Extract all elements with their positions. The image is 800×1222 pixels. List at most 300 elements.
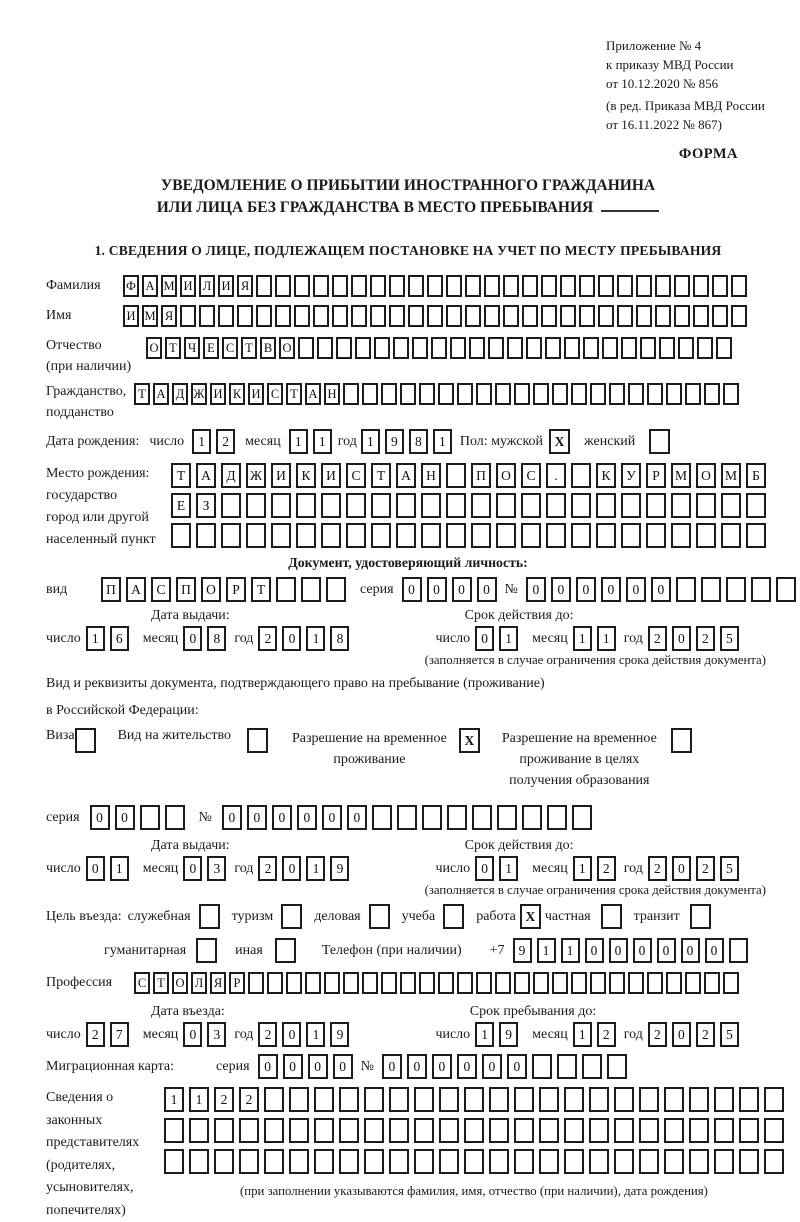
form-cell[interactable] [497, 805, 517, 830]
form-cell[interactable] [557, 1054, 577, 1079]
form-cell[interactable] [704, 972, 720, 994]
form-cell[interactable] [336, 337, 352, 359]
form-cell[interactable]: М [721, 463, 741, 488]
form-cell[interactable] [281, 904, 302, 929]
form-cell[interactable]: 2 [86, 1022, 105, 1047]
citizenship-input[interactable] [134, 383, 739, 405]
stay-issue-month[interactable] [183, 856, 226, 881]
form-cell[interactable] [646, 523, 666, 548]
form-cell[interactable] [646, 493, 666, 518]
form-cell[interactable] [464, 1087, 484, 1112]
form-cell[interactable] [541, 275, 557, 297]
form-cell[interactable] [721, 493, 741, 518]
form-cell[interactable] [617, 275, 633, 297]
form-cell[interactable]: 0 [705, 938, 724, 963]
form-cell[interactable]: 0 [551, 577, 571, 602]
form-cell[interactable]: 0 [115, 805, 135, 830]
form-cell[interactable]: 0 [626, 577, 646, 602]
transit-checkbox[interactable] [690, 904, 711, 929]
form-cell[interactable]: 0 [333, 1054, 353, 1079]
form-cell[interactable] [370, 275, 386, 297]
stay-valid-day[interactable] [475, 856, 518, 881]
form-cell[interactable]: 0 [507, 1054, 527, 1079]
form-cell[interactable]: П [101, 577, 121, 602]
form-cell[interactable]: 0 [427, 577, 447, 602]
form-cell[interactable]: С [267, 383, 283, 405]
form-cell[interactable] [676, 577, 696, 602]
form-cell[interactable] [564, 337, 580, 359]
form-cell[interactable]: 5 [720, 1022, 739, 1047]
form-cell[interactable]: Т [134, 383, 150, 405]
form-cell[interactable] [726, 577, 746, 602]
form-cell[interactable] [571, 383, 587, 405]
form-cell[interactable]: К [296, 463, 316, 488]
form-cell[interactable] [246, 493, 266, 518]
form-cell[interactable] [446, 463, 466, 488]
form-cell[interactable]: Р [229, 972, 245, 994]
form-cell[interactable] [256, 275, 272, 297]
form-cell[interactable]: Н [421, 463, 441, 488]
name-input[interactable] [123, 305, 747, 327]
form-cell[interactable]: 2 [214, 1087, 234, 1112]
form-cell[interactable] [539, 1149, 559, 1174]
form-cell[interactable]: 1 [313, 429, 332, 454]
form-cell[interactable] [314, 1149, 334, 1174]
migration-number-input[interactable] [382, 1054, 627, 1079]
form-cell[interactable] [264, 1149, 284, 1174]
form-cell[interactable] [546, 493, 566, 518]
form-cell[interactable]: Я [210, 972, 226, 994]
form-cell[interactable] [671, 493, 691, 518]
doc-issue-year[interactable] [258, 626, 349, 651]
form-cell[interactable] [421, 523, 441, 548]
birth-place-line3[interactable] [171, 523, 766, 548]
form-cell[interactable] [731, 305, 747, 327]
form-cell[interactable]: X [549, 429, 570, 454]
form-cell[interactable] [439, 1149, 459, 1174]
form-cell[interactable] [180, 305, 196, 327]
form-cell[interactable] [419, 383, 435, 405]
entry-day[interactable] [86, 1022, 129, 1047]
form-cell[interactable] [438, 972, 454, 994]
form-cell[interactable] [389, 275, 405, 297]
form-cell[interactable]: П [176, 577, 196, 602]
form-cell[interactable]: 1 [289, 429, 308, 454]
form-cell[interactable] [614, 1149, 634, 1174]
form-cell[interactable]: 0 [609, 938, 628, 963]
form-cell[interactable]: 2 [216, 429, 235, 454]
form-cell[interactable]: 2 [696, 626, 715, 651]
form-cell[interactable]: 0 [297, 805, 317, 830]
form-cell[interactable] [408, 275, 424, 297]
form-cell[interactable]: И [218, 275, 234, 297]
form-cell[interactable] [214, 1149, 234, 1174]
form-cell[interactable] [275, 305, 291, 327]
form-cell[interactable] [636, 275, 652, 297]
form-cell[interactable] [628, 972, 644, 994]
form-cell[interactable] [371, 493, 391, 518]
form-cell[interactable]: М [142, 305, 158, 327]
form-cell[interactable] [370, 305, 386, 327]
stay-doc-number-input[interactable] [222, 805, 592, 830]
form-cell[interactable] [649, 429, 670, 454]
form-cell[interactable] [671, 523, 691, 548]
form-cell[interactable] [400, 383, 416, 405]
form-cell[interactable] [450, 337, 466, 359]
form-cell[interactable]: О [496, 463, 516, 488]
form-cell[interactable] [171, 523, 191, 548]
form-cell[interactable] [690, 904, 711, 929]
form-cell[interactable] [685, 383, 701, 405]
form-cell[interactable] [324, 972, 340, 994]
patronymic-input[interactable] [146, 337, 732, 359]
form-cell[interactable] [196, 938, 217, 963]
form-cell[interactable] [214, 1118, 234, 1143]
form-cell[interactable] [389, 1087, 409, 1112]
form-cell[interactable] [397, 805, 417, 830]
form-cell[interactable] [639, 1087, 659, 1112]
form-cell[interactable] [364, 1087, 384, 1112]
form-cell[interactable]: С [521, 463, 541, 488]
humanitarian-checkbox[interactable] [196, 938, 217, 963]
form-cell[interactable] [739, 1087, 759, 1112]
rvp-edu-checkbox[interactable] [671, 728, 692, 753]
form-cell[interactable] [381, 972, 397, 994]
form-cell[interactable] [221, 493, 241, 518]
form-cell[interactable] [696, 523, 716, 548]
form-cell[interactable]: 0 [475, 856, 494, 881]
form-cell[interactable] [659, 337, 675, 359]
form-cell[interactable] [164, 1149, 184, 1174]
form-cell[interactable]: 0 [681, 938, 700, 963]
form-cell[interactable] [589, 1149, 609, 1174]
form-cell[interactable] [199, 904, 220, 929]
birth-place-line2[interactable] [171, 493, 766, 518]
form-cell[interactable] [522, 805, 542, 830]
form-cell[interactable]: Т [371, 463, 391, 488]
form-cell[interactable]: 0 [86, 856, 105, 881]
form-cell[interactable] [664, 1087, 684, 1112]
form-cell[interactable]: 1 [110, 856, 129, 881]
form-cell[interactable]: 1 [306, 626, 325, 651]
form-cell[interactable] [714, 1087, 734, 1112]
form-cell[interactable] [712, 275, 728, 297]
form-cell[interactable] [264, 1087, 284, 1112]
form-cell[interactable]: 1 [192, 429, 211, 454]
form-cell[interactable] [239, 1149, 259, 1174]
form-cell[interactable] [264, 1118, 284, 1143]
phone-input[interactable] [513, 938, 748, 963]
form-cell[interactable] [514, 1149, 534, 1174]
form-cell[interactable]: 0 [432, 1054, 452, 1079]
form-cell[interactable] [313, 275, 329, 297]
form-cell[interactable]: 9 [385, 429, 404, 454]
tourism-checkbox[interactable] [281, 904, 302, 929]
form-cell[interactable] [374, 337, 390, 359]
form-cell[interactable]: 1 [433, 429, 452, 454]
form-cell[interactable] [685, 972, 701, 994]
doc-issue-day[interactable] [86, 626, 129, 651]
form-cell[interactable] [465, 305, 481, 327]
form-cell[interactable] [422, 805, 442, 830]
form-cell[interactable] [289, 1118, 309, 1143]
form-cell[interactable]: 6 [110, 626, 129, 651]
form-cell[interactable] [289, 1087, 309, 1112]
form-cell[interactable] [583, 337, 599, 359]
form-cell[interactable] [471, 493, 491, 518]
form-cell[interactable]: 0 [407, 1054, 427, 1079]
form-cell[interactable]: 0 [382, 1054, 402, 1079]
form-cell[interactable] [522, 275, 538, 297]
form-cell[interactable]: О [696, 463, 716, 488]
form-cell[interactable] [590, 972, 606, 994]
form-cell[interactable]: 0 [222, 805, 242, 830]
study-checkbox[interactable] [443, 904, 464, 929]
form-cell[interactable]: Я [237, 275, 253, 297]
form-cell[interactable] [776, 577, 796, 602]
form-cell[interactable] [446, 305, 462, 327]
form-cell[interactable] [589, 1118, 609, 1143]
form-cell[interactable] [464, 1118, 484, 1143]
form-cell[interactable] [636, 305, 652, 327]
form-cell[interactable] [674, 275, 690, 297]
form-cell[interactable] [671, 728, 692, 753]
form-cell[interactable]: П [471, 463, 491, 488]
doc-kind-input[interactable] [101, 577, 346, 602]
form-cell[interactable]: А [142, 275, 158, 297]
form-cell[interactable] [408, 305, 424, 327]
form-cell[interactable] [723, 383, 739, 405]
form-cell[interactable] [339, 1118, 359, 1143]
form-cell[interactable] [714, 1149, 734, 1174]
form-cell[interactable]: Ж [246, 463, 266, 488]
form-cell[interactable]: 0 [477, 577, 497, 602]
form-cell[interactable] [75, 728, 96, 753]
form-cell[interactable] [414, 1087, 434, 1112]
form-cell[interactable]: И [180, 275, 196, 297]
form-cell[interactable] [539, 1087, 559, 1112]
form-cell[interactable]: 2 [258, 856, 277, 881]
doc-issue-month[interactable] [183, 626, 226, 651]
birth-year-input[interactable] [361, 429, 452, 454]
form-cell[interactable]: Ч [184, 337, 200, 359]
stay-valid-month[interactable] [573, 856, 616, 881]
form-cell[interactable] [514, 1087, 534, 1112]
form-cell[interactable] [199, 305, 215, 327]
form-cell[interactable]: 3 [207, 856, 226, 881]
form-cell[interactable] [541, 305, 557, 327]
form-cell[interactable] [355, 337, 371, 359]
form-cell[interactable] [275, 275, 291, 297]
form-cell[interactable]: 0 [651, 577, 671, 602]
form-cell[interactable] [332, 305, 348, 327]
form-cell[interactable]: Т [251, 577, 271, 602]
form-cell[interactable]: Е [203, 337, 219, 359]
form-cell[interactable] [640, 337, 656, 359]
form-cell[interactable]: О [146, 337, 162, 359]
form-cell[interactable] [746, 523, 766, 548]
form-cell[interactable]: А [126, 577, 146, 602]
form-cell[interactable] [751, 577, 771, 602]
form-cell[interactable]: 1 [189, 1087, 209, 1112]
entry-year[interactable] [258, 1022, 349, 1047]
form-cell[interactable]: Р [226, 577, 246, 602]
form-cell[interactable] [628, 383, 644, 405]
form-cell[interactable] [427, 275, 443, 297]
form-cell[interactable] [427, 305, 443, 327]
form-cell[interactable] [314, 1087, 334, 1112]
form-cell[interactable] [639, 1118, 659, 1143]
form-cell[interactable]: 0 [272, 805, 292, 830]
form-cell[interactable] [317, 337, 333, 359]
form-cell[interactable] [609, 972, 625, 994]
form-cell[interactable]: 8 [330, 626, 349, 651]
form-cell[interactable]: С [222, 337, 238, 359]
form-cell[interactable] [446, 275, 462, 297]
form-cell[interactable] [571, 493, 591, 518]
form-cell[interactable] [639, 1149, 659, 1174]
form-cell[interactable] [522, 305, 538, 327]
form-cell[interactable] [598, 305, 614, 327]
form-cell[interactable]: 0 [282, 1022, 301, 1047]
form-cell[interactable]: 1 [597, 626, 616, 651]
form-cell[interactable]: Я [161, 305, 177, 327]
form-cell[interactable]: 1 [164, 1087, 184, 1112]
form-cell[interactable] [598, 275, 614, 297]
form-cell[interactable] [693, 275, 709, 297]
form-cell[interactable] [489, 1087, 509, 1112]
form-cell[interactable] [572, 805, 592, 830]
form-cell[interactable]: 1 [561, 938, 580, 963]
form-cell[interactable] [590, 383, 606, 405]
form-cell[interactable] [286, 972, 302, 994]
form-cell[interactable]: 0 [633, 938, 652, 963]
form-cell[interactable]: Д [172, 383, 188, 405]
form-cell[interactable]: 2 [648, 626, 667, 651]
form-cell[interactable]: 1 [499, 626, 518, 651]
form-cell[interactable]: 2 [648, 856, 667, 881]
form-cell[interactable] [447, 805, 467, 830]
form-cell[interactable] [526, 337, 542, 359]
form-cell[interactable]: Р [646, 463, 666, 488]
form-cell[interactable] [489, 1118, 509, 1143]
form-cell[interactable] [389, 1149, 409, 1174]
form-cell[interactable] [326, 577, 346, 602]
form-cell[interactable]: 2 [597, 1022, 616, 1047]
form-cell[interactable] [621, 337, 637, 359]
stay-month[interactable] [573, 1022, 616, 1047]
form-cell[interactable] [496, 493, 516, 518]
stay-doc-series-input[interactable] [90, 805, 185, 830]
sex-male-checkbox[interactable] [549, 429, 570, 454]
doc-number-input[interactable] [526, 577, 796, 602]
profession-input[interactable] [134, 972, 739, 994]
form-cell[interactable] [412, 337, 428, 359]
form-cell[interactable] [697, 337, 713, 359]
form-cell[interactable] [372, 805, 392, 830]
form-cell[interactable] [396, 493, 416, 518]
official-checkbox[interactable] [199, 904, 220, 929]
form-cell[interactable] [547, 805, 567, 830]
form-cell[interactable]: О [279, 337, 295, 359]
form-cell[interactable] [321, 523, 341, 548]
form-cell[interactable]: А [305, 383, 321, 405]
form-cell[interactable]: Н [324, 383, 340, 405]
form-cell[interactable] [438, 383, 454, 405]
work-checkbox[interactable] [520, 904, 541, 929]
form-cell[interactable]: 1 [86, 626, 105, 651]
form-cell[interactable] [609, 383, 625, 405]
form-cell[interactable]: 2 [696, 856, 715, 881]
form-cell[interactable] [496, 523, 516, 548]
representatives-line1[interactable] [164, 1087, 784, 1112]
form-cell[interactable] [471, 523, 491, 548]
form-cell[interactable] [321, 493, 341, 518]
form-cell[interactable] [332, 275, 348, 297]
form-cell[interactable] [666, 383, 682, 405]
form-cell[interactable]: 0 [402, 577, 422, 602]
form-cell[interactable] [294, 305, 310, 327]
form-cell[interactable] [503, 275, 519, 297]
form-cell[interactable] [621, 523, 641, 548]
form-cell[interactable] [655, 305, 671, 327]
form-cell[interactable] [464, 1149, 484, 1174]
form-cell[interactable]: 0 [347, 805, 367, 830]
representatives-line3[interactable] [164, 1149, 784, 1174]
form-cell[interactable] [621, 493, 641, 518]
form-cell[interactable]: Ф [123, 275, 139, 297]
form-cell[interactable] [729, 938, 748, 963]
form-cell[interactable] [393, 337, 409, 359]
form-cell[interactable]: 0 [183, 626, 202, 651]
form-cell[interactable] [339, 1149, 359, 1174]
form-cell[interactable]: 2 [258, 1022, 277, 1047]
form-cell[interactable] [196, 523, 216, 548]
other-checkbox[interactable] [275, 938, 296, 963]
business-checkbox[interactable] [369, 904, 390, 929]
form-cell[interactable] [764, 1087, 784, 1112]
form-cell[interactable] [476, 383, 492, 405]
form-cell[interactable] [564, 1087, 584, 1112]
form-cell[interactable] [439, 1087, 459, 1112]
form-cell[interactable] [655, 275, 671, 297]
form-cell[interactable] [503, 305, 519, 327]
doc-series-input[interactable] [402, 577, 497, 602]
stay-valid-year[interactable] [648, 856, 739, 881]
form-cell[interactable]: 2 [597, 856, 616, 881]
form-cell[interactable] [314, 1118, 334, 1143]
form-cell[interactable]: М [161, 275, 177, 297]
form-cell[interactable] [351, 305, 367, 327]
form-cell[interactable] [666, 972, 682, 994]
form-cell[interactable] [239, 1118, 259, 1143]
form-cell[interactable] [701, 577, 721, 602]
form-cell[interactable] [313, 305, 329, 327]
form-cell[interactable] [469, 337, 485, 359]
form-cell[interactable] [539, 1118, 559, 1143]
form-cell[interactable]: 1 [361, 429, 380, 454]
form-cell[interactable] [571, 523, 591, 548]
form-cell[interactable]: 9 [499, 1022, 518, 1047]
form-cell[interactable]: 0 [247, 805, 267, 830]
form-cell[interactable]: 0 [576, 577, 596, 602]
form-cell[interactable] [614, 1087, 634, 1112]
form-cell[interactable] [647, 383, 663, 405]
form-cell[interactable] [446, 523, 466, 548]
form-cell[interactable]: 0 [258, 1054, 278, 1079]
form-cell[interactable]: Т [153, 972, 169, 994]
form-cell[interactable] [484, 275, 500, 297]
